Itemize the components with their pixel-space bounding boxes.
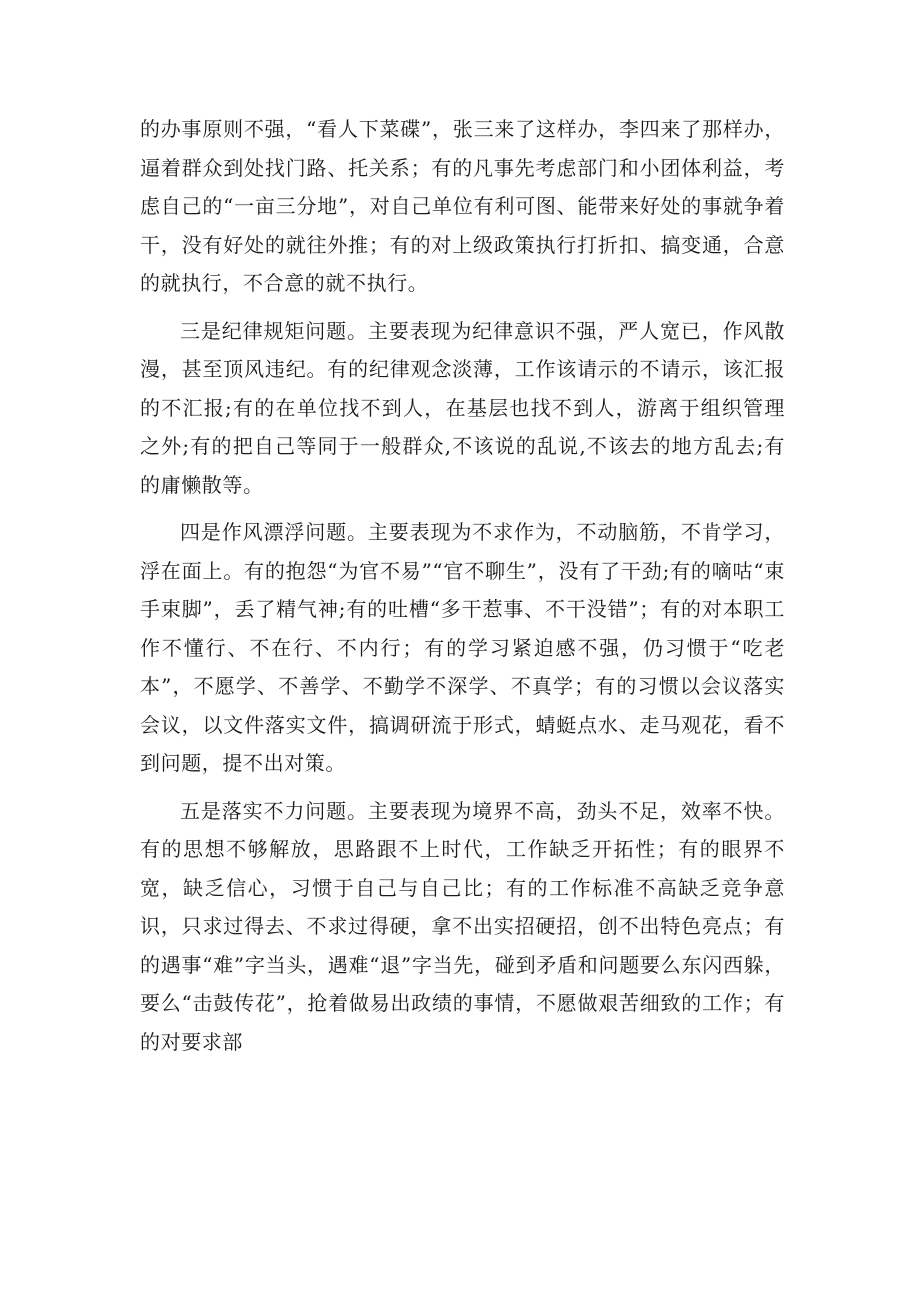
paragraph-implementation-issues: 五是落实不力问题。主要表现为境界不高，劲头不足，效率不快。有的思想不够解放，思路跟不上时代，工作缺乏开拓性；有的眼界不宽，缺乏信心，习惯于自己与自己比；有的工作标准不高缺乏竞争意识，只求过得去、不求过得硬，拿不出实招硬招，创不出特色亮点；有的遇事“难”字当头，遇难“退”字当先，碰到矛盾和问题要么东闪西躲，要么“击鼓传花”，抢着做易出政绩的事情，不愿做艰苦细致的工作；有的对要求部 [140, 798, 785, 1054]
paragraph-discipline-issues: 三是纪律规矩问题。主要表现为纪律意识不强，严人宽已，作风散漫，甚至顶风违纪。有的纪律观念淡薄，工作该请示的不请示，该汇报的不汇报;有的在单位找不到人，在基层也找不到人，游离于组织管理之外;有的把自己等同于一般群众,不该说的乱说,不该去的地方乱去;有的庸懒散等。 [140, 318, 785, 497]
paragraph-continuation: 的办事原则不强，“看人下菜碟”，张三来了这样办，李四来了那样办，逼着群众到处找门路、托关系；有的凡事先考虑部门和小团体利益，考虑自己的“一亩三分地”，对自己单位有利可图、能带来好处的事就争着干，没有好处的就往外推；有的对上级政策执行打折扣、搞变通，合意的就执行，不合意的就不执行。 [140, 117, 785, 295]
document-body [140, 110, 785, 1070]
paragraph-work-style-issues: 四是作风漂浮问题。主要表现为不求作为，不动脑筋，不肯学习，浮在面上。有的抱怨“为官不易”“官不聊生”，没有了干劲;有的嘀咕“束手束脚”，丢了精气神;有的吐槽“多干惹事、不干没错”；有的对本职工作不懂行、不在行、不内行；有的学习紧迫感不强，仍习惯于“吃老本”，不愿学、不善学、不勤学不深学、不真学；有的习惯以会议落实会议，以文件落实文件，搞调研流于形式，蜻蜓点水、走马观花，看不到问题，提不出对策。 [140, 520, 785, 775]
